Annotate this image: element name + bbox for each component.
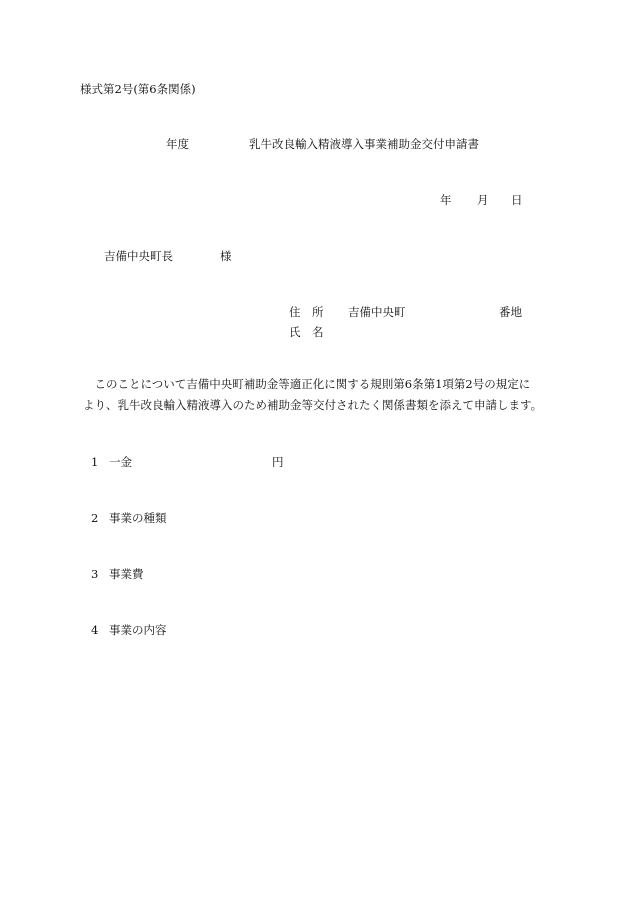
item-1-unit: 円 [272, 455, 284, 469]
item-3-number: 3 [91, 567, 99, 581]
item-3-label: 事業費 [109, 567, 144, 581]
item-4-number: 4 [91, 623, 99, 637]
name-label: 氏 名 [289, 325, 324, 339]
date-year-label: 年 [440, 193, 452, 207]
recipient-name: 吉備中央町長 [104, 249, 173, 263]
body-line-1: このことについて吉備中央町補助金等適正化に関する規則第6条第1項第2号の規定に [83, 377, 531, 391]
item-2-number: 2 [91, 511, 99, 525]
form-number: 様式第2号(第6条関係) [80, 82, 196, 96]
item-1-number: 1 [91, 455, 99, 469]
item-4-label: 事業の内容 [109, 623, 167, 637]
recipient-honorific: 様 [220, 249, 232, 263]
address-label: 住 所 [289, 305, 324, 319]
address-value: 吉備中央町 [348, 305, 406, 319]
title-year-label: 年度 [166, 137, 189, 151]
document-title: 乳牛改良輸入精液導入事業補助金交付申請書 [249, 137, 479, 151]
body-line-2: より、乳牛改良輸入精液導入のため補助金等交付されたく関係書類を添えて申請します。 [83, 398, 543, 412]
item-1-label: 一金 [109, 455, 132, 469]
date-month-label: 月 [477, 193, 489, 207]
date-day-label: 日 [511, 193, 523, 207]
item-2-label: 事業の種類 [109, 511, 167, 525]
address-suffix: 番地 [499, 305, 522, 319]
